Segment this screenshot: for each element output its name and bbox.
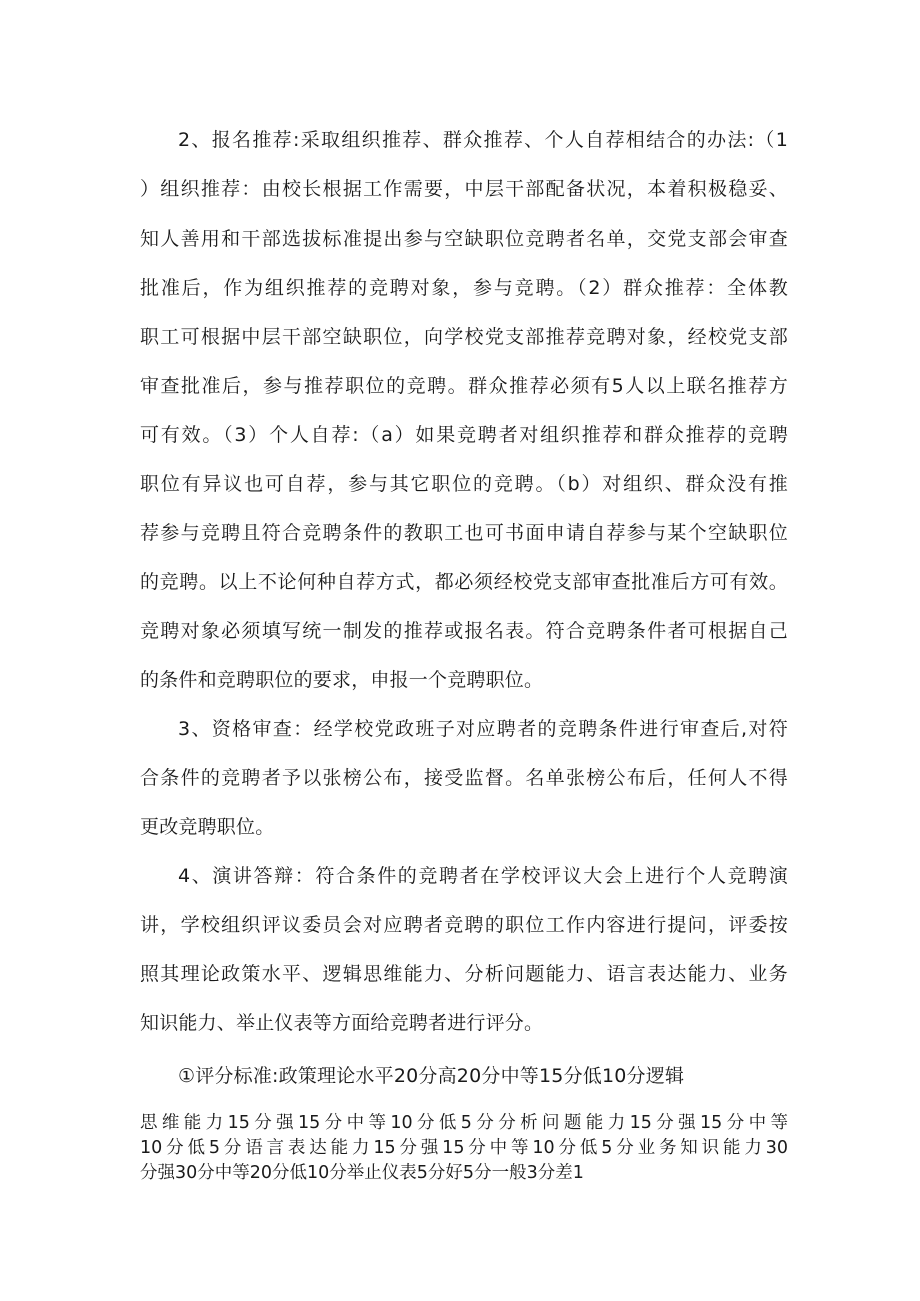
paragraph-2-line-6: 审查批准后，参与推荐职位的竞聘。群众推荐必须有5人以上联名推荐方 xyxy=(140,375,788,397)
paragraph-2-line-7: 可有效。（3）个人自荐:（a）如果竞聘者对组织推荐和群众推荐的竞聘 xyxy=(140,424,788,446)
scoring-criteria-line-3: 10分低5分语言表达能力15分强15分中等10分低5分业务知识能力30 xyxy=(140,1138,788,1158)
paragraph-2-line-10: 的竞聘。以上不论何种自荐方式，都必须经校党支部审查批准后方可有效。 xyxy=(140,571,788,593)
paragraph-4-line-1: 4、演讲答辩：符合条件的竞聘者在学校评议大会上进行个人竞聘演 xyxy=(178,865,788,887)
scoring-criteria-line-2: 思维能力15分强15分中等10分低5分分析问题能力15分强15分中等 xyxy=(140,1113,788,1133)
paragraph-2-line-3: 知人善用和干部选拔标准提出参与空缺职位竞聘者名单，交党支部会审查 xyxy=(140,228,788,250)
paragraph-4-line-4: 知识能力、举止仪表等方面给竞聘者进行评分。 xyxy=(140,1012,544,1034)
paragraph-4-line-2: 讲，学校组织评议委员会对应聘者竞聘的职位工作内容进行提问，评委按 xyxy=(140,914,788,936)
paragraph-2-line-1: 2、报名推荐:采取组织推荐、群众推荐、个人自荐相结合的办法:（1 xyxy=(178,129,788,151)
paragraph-3-line-2: 合条件的竞聘者予以张榜公布，接受监督。名单张榜公布后，任何人不得 xyxy=(140,767,788,789)
paragraph-2-line-5: 职工可根据中层干部空缺职位，向学校党支部推荐竞聘对象，经校党支部 xyxy=(140,326,788,348)
paragraph-3-line-1: 3、资格审查：经学校党政班子对应聘者的竞聘条件进行审查后,对符 xyxy=(178,718,788,740)
paragraph-2-line-8: 职位有异议也可自荐，参与其它职位的竞聘。（b）对组织、群众没有推 xyxy=(140,473,788,495)
paragraph-2-line-11: 竞聘对象必须填写统一制发的推荐或报名表。符合竞聘条件者可根据自己 xyxy=(140,620,788,642)
paragraph-2-line-12: 的条件和竞聘职位的要求，申报一个竞聘职位。 xyxy=(140,669,544,691)
scoring-criteria-line-1: ①评分标准:政策理论水平20分高20分中等15分低10分逻辑 xyxy=(178,1065,685,1087)
paragraph-2-line-4: 批准后，作为组织推荐的竞聘对象，参与竞聘。（2）群众推荐：全体教 xyxy=(140,277,788,299)
paragraph-3-line-3: 更改竞聘职位。 xyxy=(140,816,275,838)
scoring-criteria-line-4: 分强30分中等20分低10分举止仪表5分好5分一般3分差1 xyxy=(140,1163,584,1183)
paragraph-4-line-3: 照其理论政策水平、逻辑思维能力、分析问题能力、语言表达能力、业务 xyxy=(140,963,788,985)
paragraph-2-line-2: ）组织推荐：由校长根据工作需要，中层干部配备状况，本着积极稳妥、 xyxy=(140,178,788,200)
paragraph-2-line-9: 荐参与竞聘且符合竞聘条件的教职工也可书面申请自荐参与某个空缺职位 xyxy=(140,522,788,544)
